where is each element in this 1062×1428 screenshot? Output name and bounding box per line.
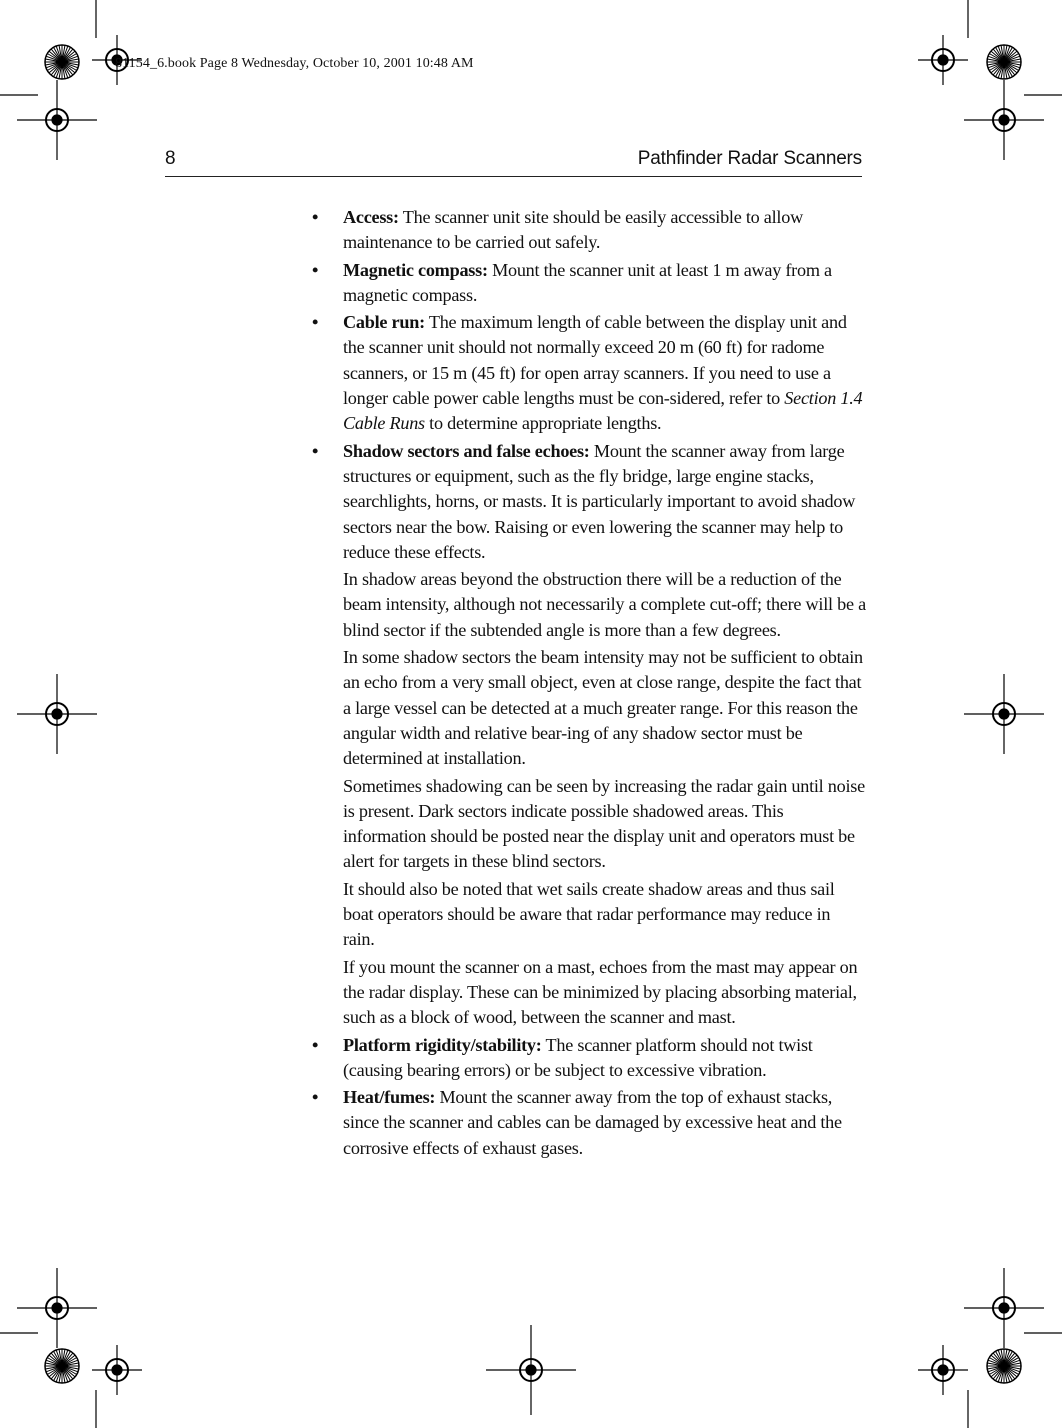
bullet-symbol: • (312, 1034, 319, 1055)
color-star-target (987, 1349, 1021, 1383)
registration-mark (17, 674, 97, 754)
bullet-symbol: • (312, 259, 319, 280)
bullet-symbol: • (312, 312, 319, 333)
registration-mark (918, 1345, 968, 1395)
registration-mark (17, 1268, 97, 1348)
registration-mark (486, 1325, 576, 1415)
registration-mark (92, 1345, 142, 1395)
registration-mark (918, 35, 968, 85)
bullet-term: Platform rigidity/stability: (343, 1034, 542, 1055)
bullet-text-continued: to determine appropriate lengths. (424, 413, 662, 434)
shadow-paragraph: If you mount the scanner on a mast, echoes from the mast may appear on the radar display. These can be minimized by placing absorbing material, such as a block of wood, between the scanner and mast. (343, 956, 858, 1028)
bullet-heat-fumes (308, 1085, 866, 1161)
bullet-platform-rigidity (308, 1033, 866, 1084)
registration-mark (964, 80, 1044, 160)
color-star-target (45, 1349, 79, 1383)
book-slug-line: 81154_6.book Page 8 Wednesday, October 10, 2001 10:48 AM (115, 56, 474, 71)
running-header-title: Pathfinder Radar Scanners (637, 148, 862, 169)
bullet-term: Access: (343, 207, 399, 227)
bullet-symbol: • (312, 207, 319, 227)
bullet-text: Mount the scanner unit at least 1 m away from a magnetic compass. (343, 259, 832, 305)
registration-mark (964, 674, 1044, 754)
page-body (308, 205, 866, 1163)
bullet-magnetic-compass (308, 258, 866, 309)
bullet-text: Mount the scanner away from large structures or equipment, such as the fly bridge, large engine stacks, searchlights, horns, or masts. It is particularly important to avoid shadow sectors near the bow. Raising or even lowering the scanner may help to reduce these effects. (343, 440, 856, 562)
bullet-term: Heat/fumes: (343, 1087, 436, 1108)
bullet-symbol: • (312, 440, 319, 461)
color-star-target (45, 45, 79, 79)
page-number: 8 (165, 148, 176, 169)
bullet-text: The scanner unit site should be easily accessible to allow maintenance to be carried out safely. (343, 207, 803, 253)
bullet-term: Cable run: (343, 312, 425, 333)
color-star-target (987, 45, 1021, 79)
header-rule (165, 176, 862, 177)
bullet-cable-run (308, 310, 866, 436)
bullet-text: Mount the scanner away from the top of exhaust stacks, since the scanner and cables can be damaged by excessive heat and the corrosive effects of exhaust gases. (343, 1087, 842, 1158)
shadow-paragraph: Sometimes shadowing can be seen by increasing the radar gain until noise is present. Dark sectors indicate possible shadowed areas. This information should be posted near the display unit and operators must be alert for targets in these blind sectors. (343, 775, 865, 872)
bullet-symbol: • (312, 1087, 319, 1108)
shadow-paragraph: In shadow areas beyond the obstruction there will be a reduction of the beam intensity, although not necessarily a complete cut-off; there will be a blind sector if the subtended angle is more than a few degrees. (343, 569, 866, 640)
bullet-access (308, 205, 866, 256)
bullet-term: Shadow sectors and false echoes: (343, 440, 590, 461)
bullet-shadow-sectors (308, 439, 866, 565)
shadow-paragraph: In some shadow sectors the beam intensity may not be sufficient to obtain an echo from a very small object, even at close range, despite the fact that a large vessel can be detected at a much greater range. For this reason the angular width and relative bear-ing of any shadow sector must be determined at installation. (343, 647, 863, 769)
shadow-paragraph: It should also be noted that wet sails create shadow areas and thus sail boat operators should be aware that radar performance may reduce in rain. (343, 878, 835, 950)
bullet-text: The maximum length of cable between the display unit and the scanner unit should not normally exceed 20 m (60 ft) for radome scanners, or 15 m (45 ft) for open array scanners. If you need to use a longer cable power cable lengths must be con-sidered, refer to (343, 312, 847, 409)
registration-mark (17, 80, 97, 160)
cross-reference: Section 1.4 Cable Runs (343, 388, 863, 434)
registration-mark (964, 1268, 1044, 1348)
bullet-text: The scanner platform should not twist (causing bearing errors) or be subject to excessive vibration. (343, 1034, 813, 1080)
bullet-term: Magnetic compass: (343, 259, 488, 280)
